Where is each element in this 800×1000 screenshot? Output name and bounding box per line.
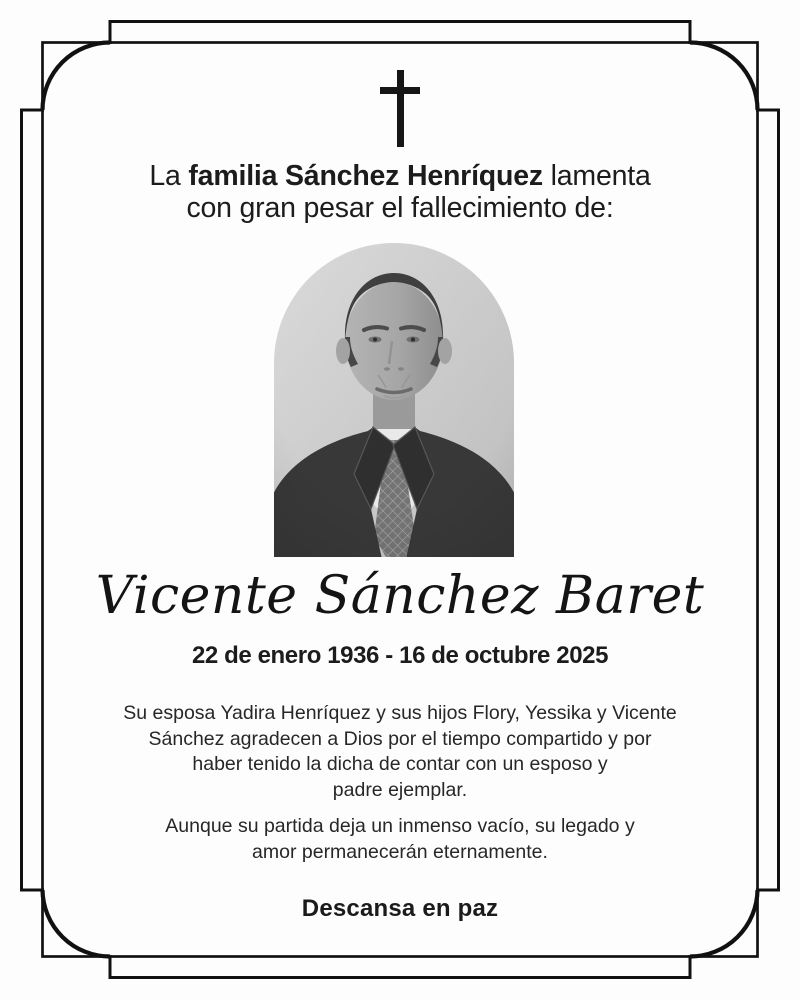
deceased-dates: 22 de enero 1936 - 16 de octubre 2025 — [191, 642, 609, 669]
deceased-portrait-photo — [274, 243, 514, 557]
heading-line2: con gran pesar el fallecimiento de: — [186, 191, 614, 224]
heading-line1-prefix: La — [149, 160, 189, 192]
tribute-line: padre ejemplar. — [332, 778, 468, 801]
tribute-line: Su esposa Yadira Henríquez y sus hijos Flory, Yessika y Vicente — [123, 702, 677, 724]
tribute-paragraph — [0, 701, 800, 803]
tribute-line: Sánchez agradecen a Dios por el tiempo compartido y por — [148, 727, 652, 750]
family-name-bold: familia Sánchez Henríquez — [188, 160, 543, 192]
heading-line1-suffix: lamenta — [542, 160, 651, 192]
cross-horizontal-bar — [380, 87, 420, 94]
announcement-heading — [0, 161, 800, 224]
legacy-paragraph — [0, 814, 800, 865]
cross-vertical-bar — [397, 70, 404, 147]
deceased-name: Vicente Sánchez Baret — [95, 566, 705, 626]
legacy-line: Aunque su partida deja un inmenso vacío, su legado y — [165, 815, 635, 837]
heading-line1 — [0, 161, 800, 193]
tribute-line: haber tenido la dicha de contar con un esposo y — [192, 753, 608, 775]
legacy-line: amor permanecerán eternamente. — [252, 840, 548, 863]
farewell-text: Descansa en paz — [301, 895, 499, 922]
portrait-illustration — [274, 243, 514, 557]
